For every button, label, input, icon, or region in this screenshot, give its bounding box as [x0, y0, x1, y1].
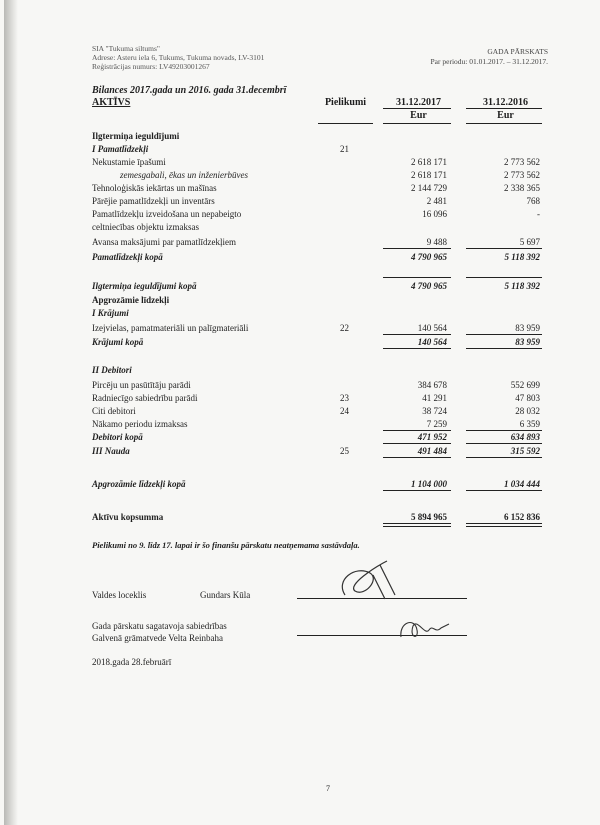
- value-2016: 6 359: [519, 419, 540, 429]
- board-member-label: Valdes loceklis: [92, 590, 147, 600]
- header-rule: [383, 123, 451, 124]
- row-label: Pamatlīdzekļi kopā: [92, 252, 163, 262]
- value-2016: 5 118 392: [504, 281, 540, 291]
- value-2017: 41 291: [422, 393, 447, 403]
- scan-edge-shadow: [4, 0, 18, 825]
- sum-rule: [466, 348, 542, 349]
- page-title: Bilances 2017.gada un 2016. gada 31.decembrī: [92, 85, 287, 96]
- row-label: Tehnoloģiskās iekārtas un mašīnas: [92, 183, 217, 193]
- value-2017: 16 096: [422, 209, 447, 219]
- value-2016: 5 697: [519, 237, 540, 247]
- header-rule: [466, 108, 542, 109]
- value-2017: 38 724: [422, 406, 447, 416]
- row-label: Pamatlīdzekļu izveidošana un nepabeigto: [92, 209, 242, 219]
- sum-rule: [383, 348, 451, 349]
- value-2017: 140 564: [417, 337, 447, 347]
- value-2017: 5 894 965: [411, 512, 447, 522]
- table-row: [92, 208, 542, 220]
- sum-rule: [383, 490, 451, 491]
- table-row: [92, 251, 542, 263]
- company-header: [92, 44, 264, 71]
- value-2016: 768: [526, 196, 540, 206]
- table-row: [92, 445, 542, 457]
- row-label: zemesgabali, ēkas un inženierbūves: [120, 170, 248, 180]
- row-note-ref: 22: [340, 323, 349, 333]
- row-label: Pircēju un pasūtītāju parādi: [92, 380, 191, 390]
- value-2016: 28 032: [515, 406, 540, 416]
- table-row: [92, 497, 542, 509]
- value-2017: 4 790 965: [411, 252, 447, 262]
- report-header: [431, 47, 549, 66]
- value-2016: 6 152 836: [504, 512, 540, 522]
- row-label: Izejvielas, pamatmateriāli un palīgmateriāli: [92, 323, 249, 333]
- sum-rule: [466, 277, 542, 278]
- table-row: [92, 294, 542, 306]
- row-label: Apgrozāmie līdzekļi: [92, 295, 170, 305]
- row-label: Aktīvu kopsumma: [92, 512, 164, 522]
- row-label: Pārējie pamatlīdzekļi un inventārs: [92, 196, 215, 206]
- company-address: Adrese: Asteru iela 6, Tukums, Tukuma novads, LV-3101: [92, 53, 265, 62]
- value-2017: 1 104 000: [411, 479, 447, 489]
- sum-rule: [383, 443, 451, 444]
- section-heading: AKTĪVS: [92, 97, 131, 108]
- header-rule: [318, 123, 373, 124]
- sum-rule: [383, 457, 451, 458]
- col-2016-header: 31.12.2016: [483, 97, 528, 108]
- board-member-name: Gundars Kūla: [200, 590, 251, 600]
- row-label: Debitori kopā: [92, 432, 143, 442]
- header-rule: [466, 123, 542, 124]
- sum-rule: [466, 490, 542, 491]
- value-2017: 2 144 729: [411, 183, 447, 193]
- value-2016: 315 592: [510, 446, 540, 456]
- sum-rule: [383, 334, 451, 335]
- value-2017: 471 952: [417, 432, 447, 442]
- table-row: [92, 460, 542, 472]
- row-label: II Debitori: [92, 365, 132, 375]
- value-2016: 83 959: [515, 323, 540, 333]
- sum-rule: [383, 248, 451, 249]
- table-row: [92, 221, 542, 233]
- table-row: [92, 169, 542, 181]
- row-label: Ilgtermiņa ieguldījumi: [92, 131, 180, 141]
- sum-rule: [466, 526, 542, 527]
- value-2016: 83 959: [515, 337, 540, 347]
- row-label: Radniecīgo sabiedrību parādi: [92, 393, 198, 403]
- chief-accountant: Galvenā grāmatvede Velta Reinbaha: [92, 633, 224, 643]
- col-notes-header: Pielikumi: [324, 97, 367, 108]
- table-row: [92, 336, 542, 348]
- row-label: I Krājumi: [92, 308, 129, 318]
- value-2017: 2 618 171: [411, 157, 447, 167]
- table-row: [92, 431, 542, 443]
- row-label: Citi debitori: [92, 406, 136, 416]
- sum-rule: [466, 523, 542, 524]
- row-note-ref: 25: [340, 446, 349, 456]
- value-2016: 5 118 392: [504, 252, 540, 262]
- value-2016: 2 773 562: [504, 170, 540, 180]
- col-2017-currency: Eur: [410, 110, 427, 121]
- table-row: [92, 379, 542, 391]
- col-2017-header: 31.12.2017: [396, 97, 441, 108]
- row-label: Ilgtermiņa ieguldījumi kopā: [92, 281, 197, 291]
- signature-mark: [325, 555, 415, 605]
- row-label: Nākamo periodu izmaksas: [92, 419, 188, 429]
- table-row: [92, 307, 542, 319]
- row-label: I Pamatlīdzekļi: [92, 144, 149, 154]
- sum-rule: [466, 248, 542, 249]
- table-row: [92, 195, 542, 207]
- row-note-ref: 23: [340, 393, 349, 403]
- table-row: [92, 182, 542, 194]
- sum-rule: [466, 457, 542, 458]
- table-row: [92, 418, 542, 430]
- sum-rule: [466, 443, 542, 444]
- value-2017: 140 564: [417, 323, 447, 333]
- value-2016: 552 699: [510, 380, 540, 390]
- page-number: 7: [326, 784, 330, 793]
- row-label: III Nauda: [92, 446, 130, 456]
- value-2017: 9 488: [426, 237, 447, 247]
- table-row: [92, 156, 542, 168]
- value-2016: 634 893: [510, 432, 540, 442]
- value-2016: 2 338 365: [504, 183, 540, 193]
- table-row: [92, 511, 542, 523]
- sum-rule: [383, 277, 451, 278]
- sum-rule: [383, 526, 451, 527]
- sum-rule: [383, 523, 451, 524]
- row-label: Krājumi kopā: [92, 337, 144, 347]
- footnote: Pielikumi no 9. līdz 17. lapai ir šo finanšu pārskatu neatņemama sastāvdaļa.: [92, 540, 360, 550]
- table-row: [92, 405, 542, 417]
- value-2017: 384 678: [417, 380, 447, 390]
- row-label: celtniecības objektu izmaksas: [92, 222, 199, 232]
- value-2017: 4 790 965: [411, 281, 447, 291]
- value-2016: -: [537, 209, 540, 219]
- row-label: Nekustamie īpašumi: [92, 157, 166, 167]
- table-row: [92, 322, 542, 334]
- table-row: [92, 143, 542, 155]
- company-name: SIA "Tukuma siltums": [92, 44, 160, 53]
- value-2016: 47 803: [515, 393, 540, 403]
- table-row: [92, 236, 542, 248]
- report-type: GADA PĀRSKATS: [487, 47, 548, 56]
- date-line: 2018.gada 28.februārī: [92, 657, 172, 667]
- signature-mark: [395, 612, 455, 647]
- row-note-ref: 24: [340, 406, 349, 416]
- company-reg: Reģistrācijas numurs: LV49203001267: [92, 62, 210, 71]
- value-2017: 491 484: [417, 446, 447, 456]
- value-2016: 1 034 444: [504, 479, 540, 489]
- row-label: Avansa maksājumi par pamatlīdzekļiem: [92, 237, 237, 247]
- table-row: [92, 364, 542, 376]
- value-2017: 2 481: [426, 196, 447, 206]
- col-2016-currency: Eur: [497, 110, 514, 121]
- prepared-by-label: Gada pārskatu sagatavoja sabiedrības: [92, 621, 227, 631]
- value-2017: 2 618 171: [411, 170, 447, 180]
- row-note-ref: 21: [340, 144, 349, 154]
- table-row: [92, 350, 542, 362]
- sum-rule: [466, 334, 542, 335]
- table-row: [92, 280, 542, 292]
- header-rule: [383, 108, 451, 109]
- table-row: [92, 130, 542, 142]
- table-row: [92, 478, 542, 490]
- table-row: [92, 392, 542, 404]
- row-label: Apgrozāmie līdzekļi kopā: [92, 479, 186, 489]
- value-2017: 7 259: [426, 419, 447, 429]
- value-2016: 2 773 562: [504, 157, 540, 167]
- report-period: Par periodu: 01.01.2017. – 31.12.2017.: [430, 56, 548, 66]
